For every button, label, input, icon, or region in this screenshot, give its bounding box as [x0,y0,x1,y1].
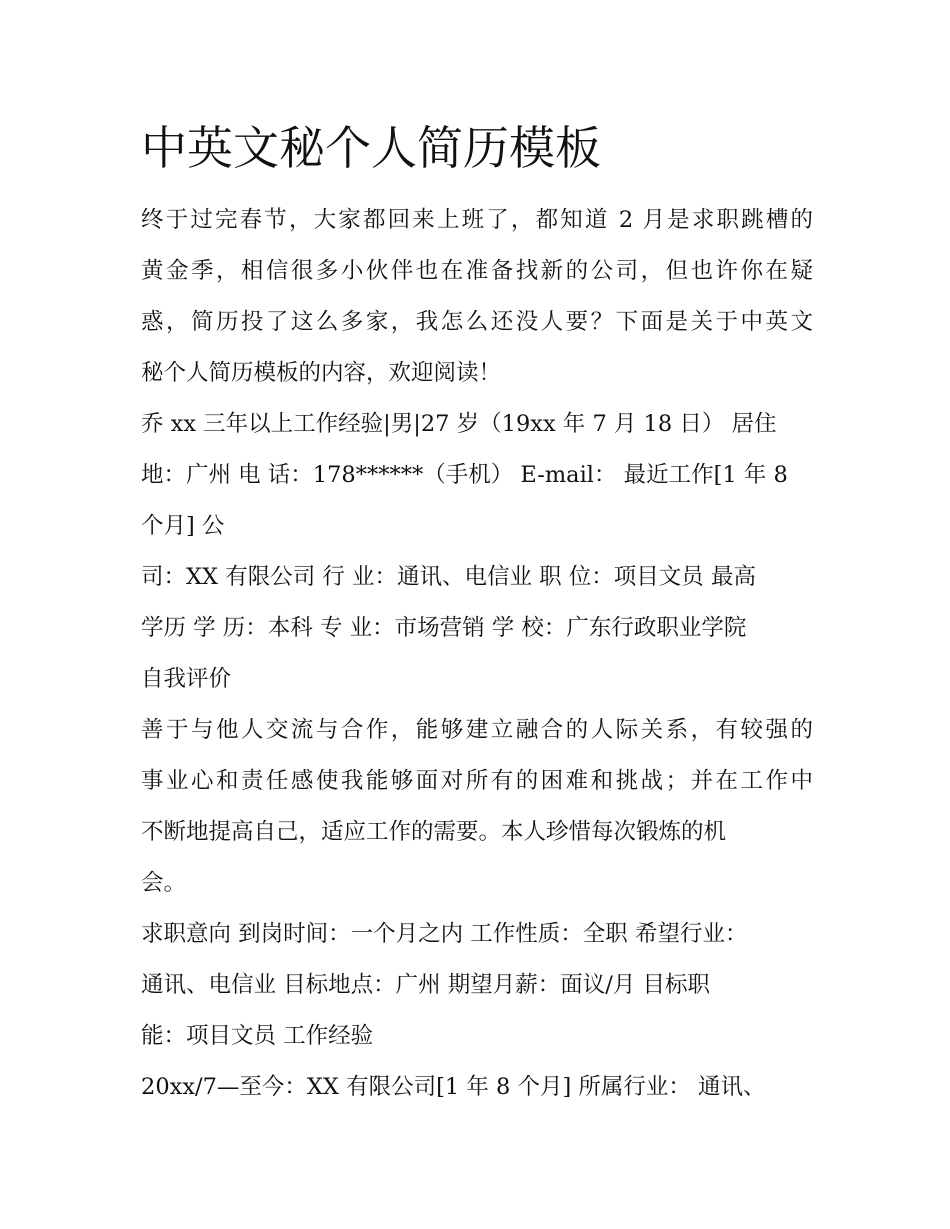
body-line: 乔 xx 三年以上工作经验|男|27 岁（19xx 年 7 月 18 日） 居住 [141,411,777,437]
body-line: 司：XX 有限公司 行 业：通讯、电信业 职 位：项目文员 最高 [141,564,756,590]
body-line: 个月] 公 [141,513,225,539]
body-line: 善于与他人交流与合作，能够建立融合的人际关系，有较强的 [141,717,813,743]
body-line: 黄金季，相信很多小伙伴也在准备找新的公司，但也许你在疑 [141,258,813,284]
section-heading-self-evaluation: 自我评价 [141,666,232,692]
document-title: 中英文秘个人简历模板 [141,121,601,175]
body-line: 事业心和责任感使我能够面对所有的困难和挑战；并在工作中 [141,768,813,794]
body-line: 惑，简历投了这么多家，我怎么还没人要？下面是关于中英文 [141,309,813,335]
body-line: 学历 学 历：本科 专 业：市场营销 学 校：广东行政职业学院 [141,615,747,641]
body-line: 通讯、电信业 目标地点：广州 期望月薪：面议/月 目标职 [141,972,711,998]
document-body [141,195,813,1113]
body-line: 秘个人简历模板的内容，欢迎阅读！ [141,360,502,386]
body-line: 地：广州 电 话：178******（手机） E-mail： 最近工作[1 年 8 [141,462,788,488]
body-line: 不断地提高自己，适应工作的需要。本人珍惜每次锻炼的机 [141,819,727,845]
body-line: 终于过完春节，大家都回来上班了，都知道 2 月是求职跳槽的 [141,207,813,233]
body-line: 能：项目文员 工作经验 [141,1023,374,1049]
body-line: 20xx/7—至今：XX 有限公司[1 年 8 个月] 所属行业： 通讯、 [141,1074,766,1100]
body-line: 求职意向 到岗时间：一个月之内 工作性质：全职 希望行业： [141,921,748,947]
body-line: 会。 [141,870,187,896]
